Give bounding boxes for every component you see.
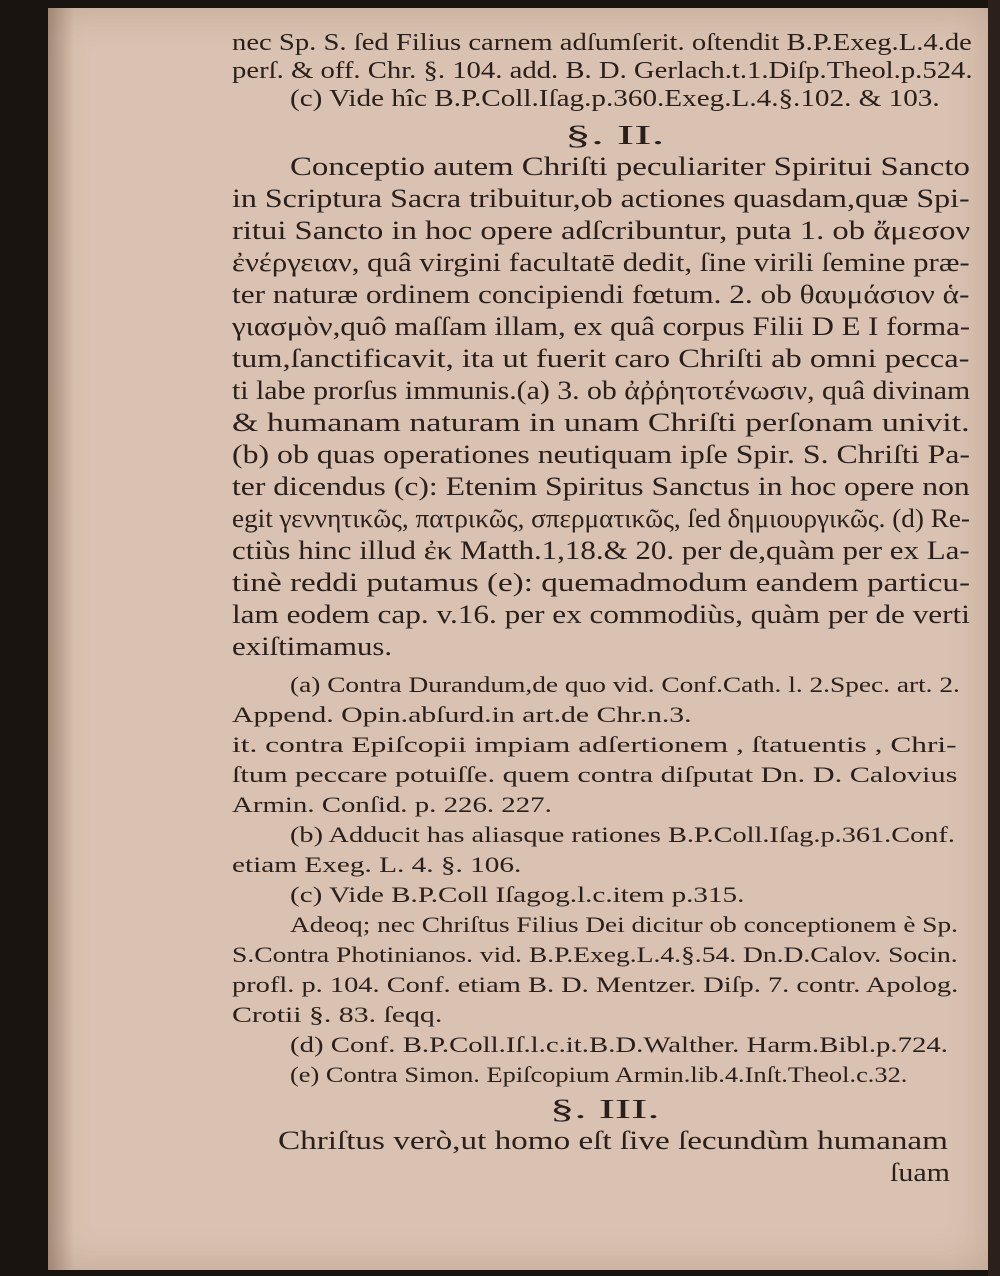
text-line: S.Contra Photinianos. vid. B.P.Exeg.L.4.§.54. Dn.D.Calov. Socin. <box>232 942 958 967</box>
text-line: in Scriptura Sacra tribuitur,ob actiones quasdam,quæ Spi- <box>232 184 970 213</box>
text-line: Armin. Conſid. p. 226. 227. <box>232 792 552 817</box>
text-line: ἐνέργειαν, quâ virgini facultatē dedit, ſine virili ſemine præ- <box>232 248 970 277</box>
text-line: it. contra Epiſcopii impiam adſertionem , ſtatuentis , Chri- <box>232 732 957 757</box>
text-line: & humanam naturam in unam Chriſti perſonam univit. <box>232 408 970 437</box>
text-line: (a) Contra Durandum,de quo vid. Conf.Cath. l. 2.Spec. art. 2. <box>290 672 960 697</box>
text-line: perſ. & off. Chr. §. 104. add. B. D. Gerlach.t.1.Diſp.Theol.p.524. <box>232 58 973 84</box>
text-line: (b) ob quas operationes neutiquam ipſe Spir. S. Chriſti Pa- <box>232 440 970 469</box>
text-line: (e) Contra Simon. Epiſcopium Armin.lib.4.Inſt.Theol.c.32. <box>290 1062 908 1087</box>
text-line: ti labe prorſus immunis.(a) 3. ob ἀῤῥητοτένωσιν, quâ divinam <box>232 376 971 405</box>
text-line: (b) Adducit has aliasque rationes B.P.Coll.Iſag.p.361.Conf. <box>290 822 955 847</box>
text-line: §. III. <box>550 1094 660 1124</box>
text-line: nec Sp. S. ſed Filius carnem adſumſerit. oſtendit B.P.Exeg.L.4.de <box>232 30 972 56</box>
text-line: profl. p. 104. Conf. etiam B. D. Mentzer. Diſp. 7. contr. Apolog. <box>232 972 959 997</box>
text-line: tum,ſanctificavit, ita ut fuerit caro Chriſti ab omni pecca- <box>232 344 970 373</box>
text-line: Chriſtus verò,ut homo eſt ſive ſecundùm humanam <box>278 1126 948 1155</box>
text-line: γιασμὸν,quô maſſam illam, ex quâ corpus Filii D E I forma- <box>232 312 971 341</box>
text-line: tinè reddi putamus (e): quemadmodum eandem particu- <box>232 568 971 597</box>
book-spine-edge <box>988 0 1000 1276</box>
book-page <box>48 8 988 1270</box>
text-line: Conceptio autem Chriſti peculiariter Spiritui Sancto <box>290 152 970 181</box>
page-gutter-shadow <box>48 8 74 1270</box>
text-line: (d) Conf. B.P.Coll.Iſ.l.c.it.B.D.Walther. Harm.Bibl.p.724. <box>290 1032 948 1057</box>
text-line: (c) Vide hîc B.P.Coll.Iſag.p.360.Exeg.L.4.§.102. & 103. <box>290 86 940 112</box>
text-line: Append. Opin.abſurd.in art.de Chr.n.3. <box>232 702 692 727</box>
text-line: §. II. <box>565 120 665 150</box>
text-line: lam eodem cap. v.16. per ex commodiùs, quàm per de verti <box>232 600 970 629</box>
text-line: ſtum peccare potuiſſe. quem contra diſputat Dn. D. Calovius <box>232 762 958 787</box>
text-line: etiam Exeg. L. 4. §. 106. <box>232 852 522 877</box>
text-line: Crotii §. 83. ſeqq. <box>232 1002 443 1027</box>
text-line: Adeoq; nec Chriſtus Filius Dei dicitur ob conceptionem è Sp. <box>290 912 958 937</box>
text-line: ter dicendus (c): Etenim Spiritus Sanctus in hoc opere non <box>232 472 970 501</box>
text-line: ritui Sancto in hoc opere adſcribuntur, puta 1. ob ἄμεσον <box>232 216 971 245</box>
text-line: ctiùs hinc illud ἐκ Matth.1,18.& 20. per de,quàm per ex La- <box>232 536 970 565</box>
text-line: ſuam <box>890 1158 950 1187</box>
text-line: ter naturæ ordinem concipiendi fœtum. 2. ob θαυμάσιον ἁ- <box>232 280 970 309</box>
text-line: egit γεννητικῶς, πατρικῶς, σπερματικῶς, ſed δημιουργικῶς. (d) Re- <box>232 504 970 533</box>
text-line: exiſtimamus. <box>232 632 393 661</box>
text-line: (c) Vide B.P.Coll Iſagog.l.c.item p.315. <box>290 882 745 907</box>
